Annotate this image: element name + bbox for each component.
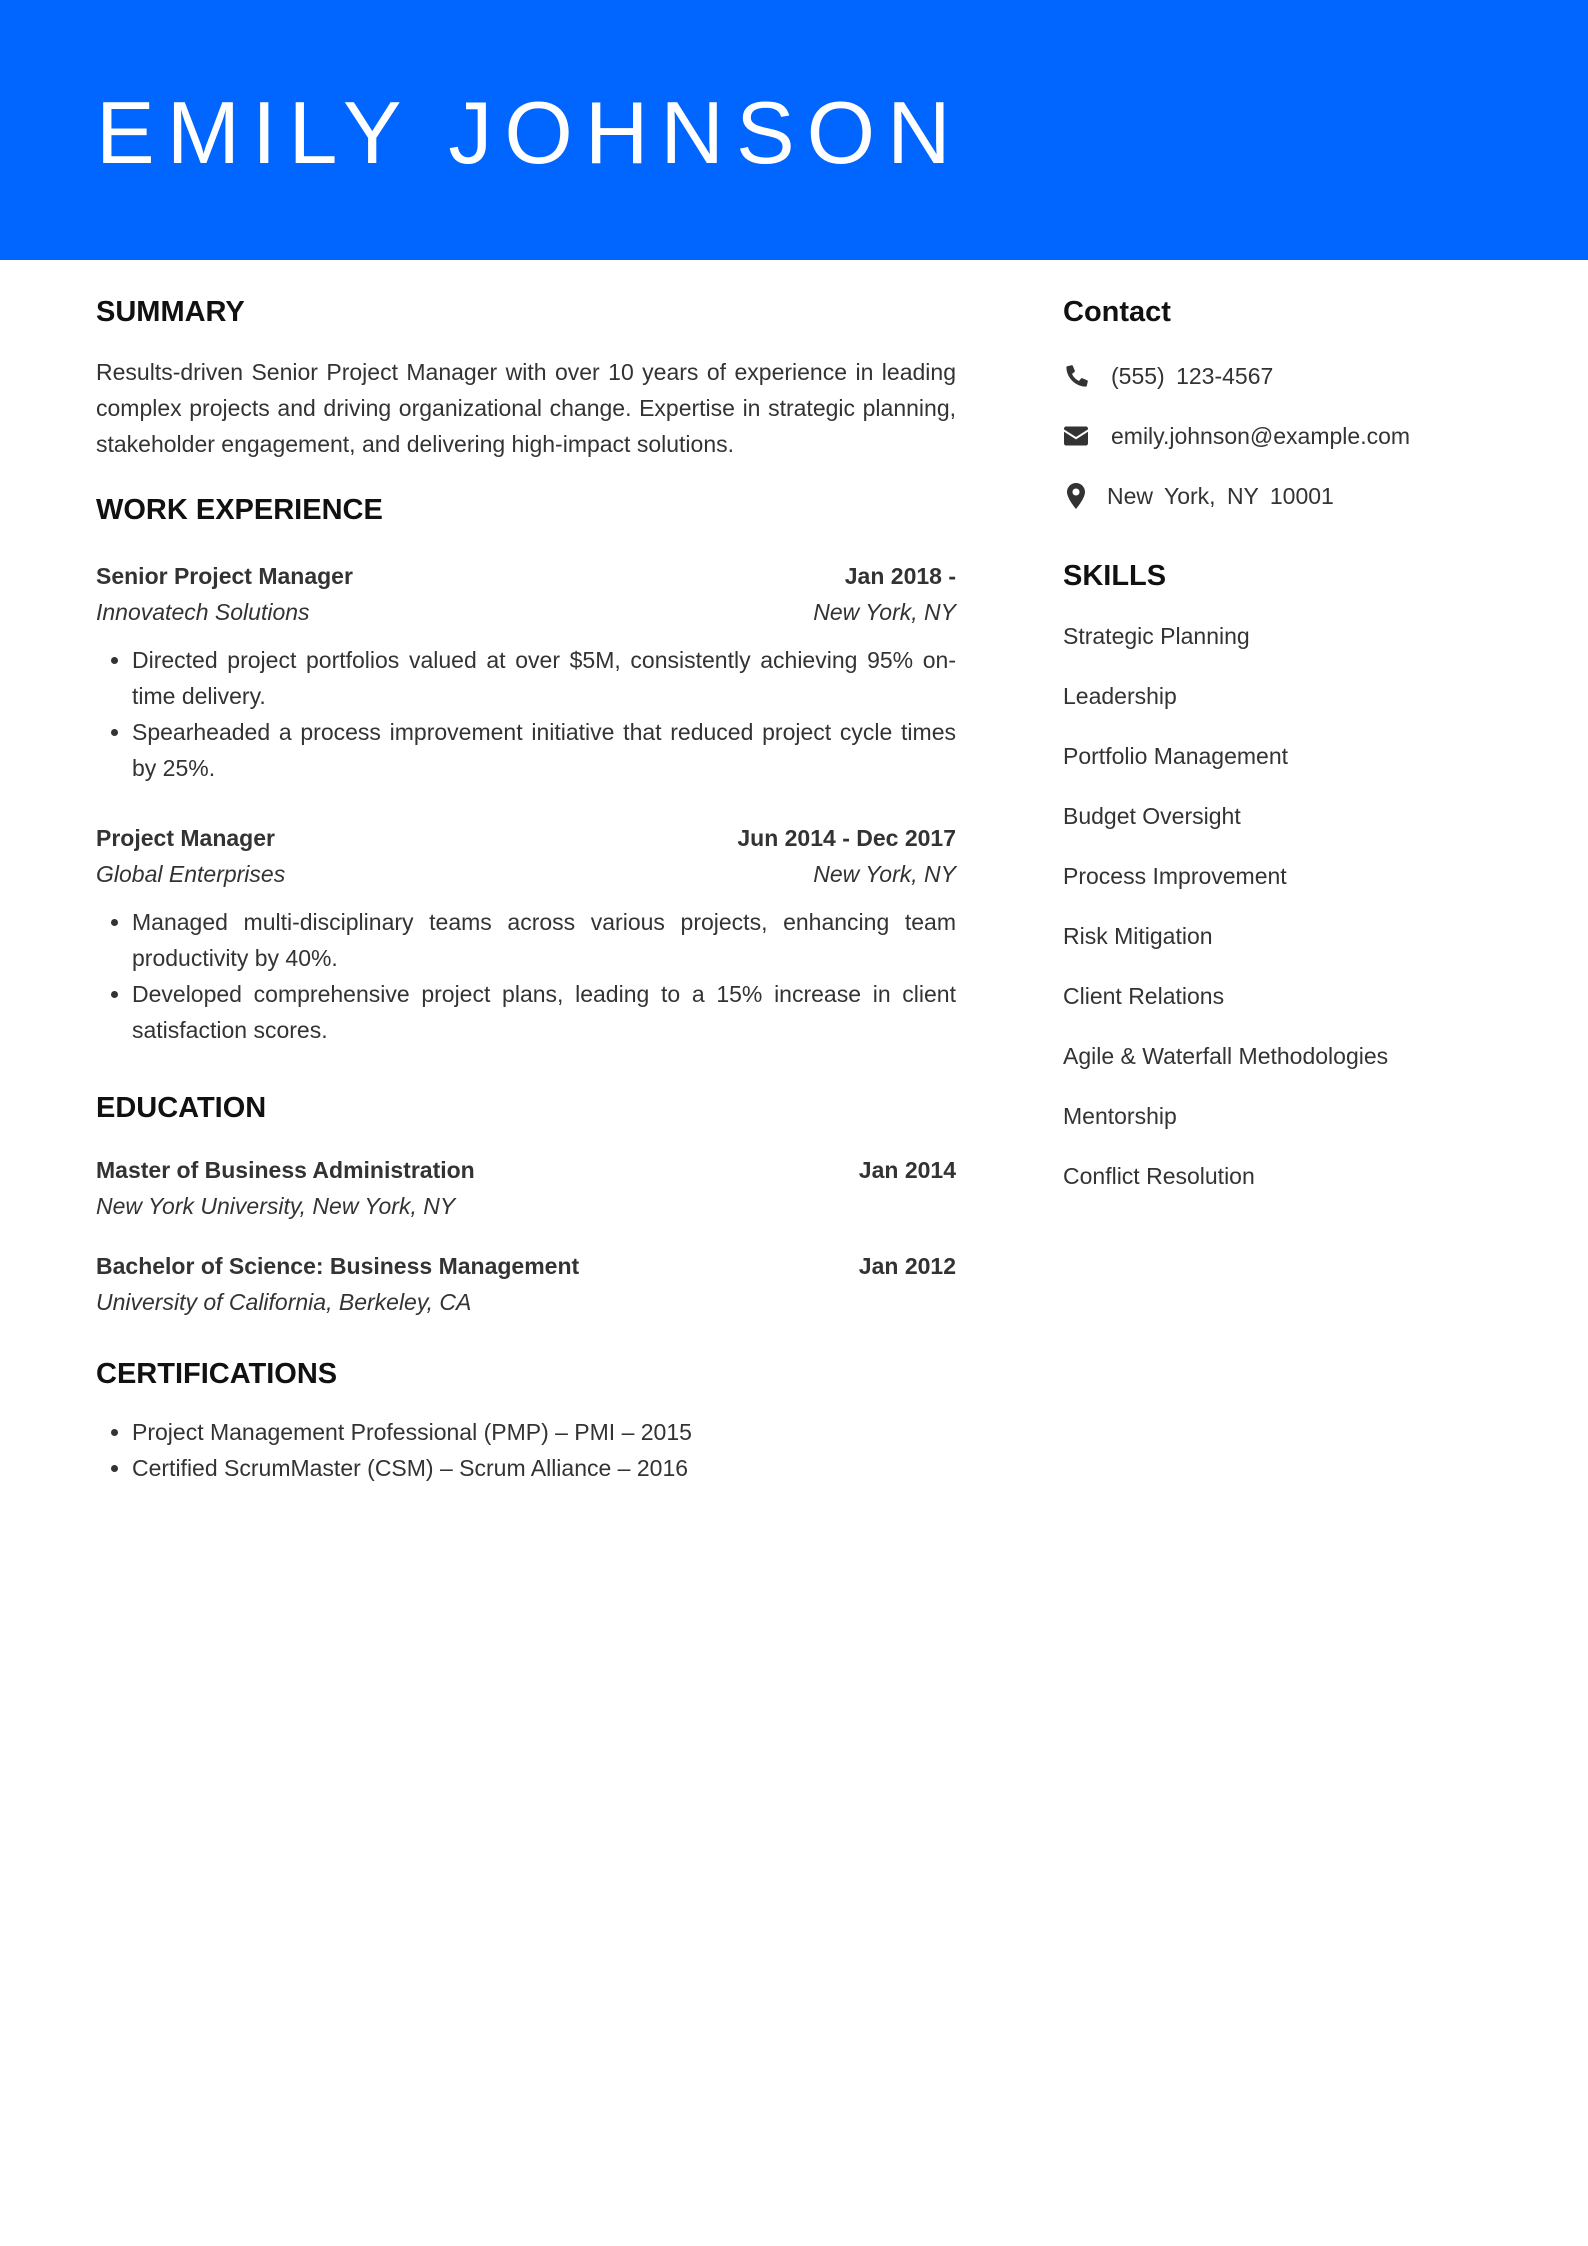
job-bullet: • Managed multi-disciplinary teams across various projects, enhancing team productivity by 40%. [132, 904, 956, 976]
skill-item: Strategic Planning [1063, 623, 1250, 649]
certification-item: • Project Management Professional (PMP) – PMI – 2015 [132, 1414, 956, 1450]
skill-item: Conflict Resolution [1063, 1163, 1255, 1189]
skill-item: Process Improvement [1063, 863, 1287, 889]
main-column [96, 292, 956, 1486]
job-dates: Jun 2014 - Dec 2017 [737, 825, 956, 851]
job-bullet: • Directed project portfolios valued at over $5M, consistently achieving 95% on-time delivery. [132, 642, 956, 714]
skill-item: Leadership [1063, 683, 1177, 709]
skill-item: Risk Mitigation [1063, 923, 1213, 949]
skill-item: Agile & Waterfall Methodologies [1063, 1043, 1389, 1069]
sidebar-column [1063, 292, 1523, 1218]
header-banner [0, 0, 1588, 260]
job-company: Innovatech Solutions [96, 599, 310, 625]
summary-heading: SUMMARY [96, 296, 245, 328]
skill-item: Portfolio Management [1063, 743, 1289, 769]
job-bullets [96, 904, 956, 1048]
contact-email [1063, 418, 1523, 454]
certification-item: • Certified ScrumMaster (CSM) – Scrum Alliance – 2016 [132, 1450, 956, 1486]
contact-phone [1063, 358, 1523, 394]
job-location: New York, NY [813, 861, 956, 887]
skill-item: Client Relations [1063, 983, 1225, 1009]
job-location: New York, NY [813, 599, 956, 625]
job-bullet: • Spearheaded a process improvement initiative that reduced project cycle times by 25%. [132, 714, 956, 786]
degree-date: Jan 2014 [858, 1157, 956, 1183]
skills-heading: SKILLS [1063, 560, 1167, 592]
school: New York University, New York, NY [96, 1193, 456, 1219]
certifications-heading: CERTIFICATIONS [96, 1358, 338, 1390]
job-entry [96, 558, 956, 786]
map-pin-icon [1063, 483, 1089, 509]
skill-item: Mentorship [1063, 1103, 1177, 1129]
job-bullet: • Developed comprehensive project plans, leading to a 15% increase in client satisfaction scores. [132, 976, 956, 1048]
contact-heading: Contact [1063, 296, 1171, 328]
work-experience-heading: WORK EXPERIENCE [96, 494, 383, 526]
certifications-list [96, 1414, 956, 1486]
education-entry [96, 1152, 956, 1224]
summary-text: Results-driven Senior Project Manager with over 10 years of experience in leading complex projects and driving organizational change. Expertise in strategic planning, stakeholder engagement, and delivering high-impact solutions. [96, 359, 956, 457]
school: University of California, Berkeley, CA [96, 1289, 472, 1315]
envelope-icon [1063, 423, 1089, 449]
phone-icon [1063, 363, 1089, 389]
degree-date: Jan 2012 [858, 1253, 956, 1279]
email-address: emily.johnson@example.com [1111, 422, 1411, 449]
job-bullets [96, 642, 956, 786]
job-company: Global Enterprises [96, 861, 286, 887]
education-heading: EDUCATION [96, 1092, 267, 1124]
contact-location [1063, 478, 1523, 514]
skill-item: Budget Oversight [1063, 803, 1241, 829]
job-entry [96, 820, 956, 1048]
degree: Master of Business Administration [96, 1157, 475, 1183]
location-text: New York, NY 10001 [1107, 482, 1334, 509]
degree: Bachelor of Science: Business Management [96, 1253, 580, 1279]
phone-number: (555) 123-4567 [1111, 362, 1274, 389]
job-dates: Jan 2018 - [844, 563, 956, 589]
job-title: Senior Project Manager [96, 563, 353, 589]
candidate-name: EMILY JOHNSON [96, 83, 963, 182]
education-entry [96, 1248, 956, 1320]
skills-list [1063, 618, 1523, 1194]
contact-list [1063, 358, 1523, 514]
job-title: Project Manager [96, 825, 275, 851]
